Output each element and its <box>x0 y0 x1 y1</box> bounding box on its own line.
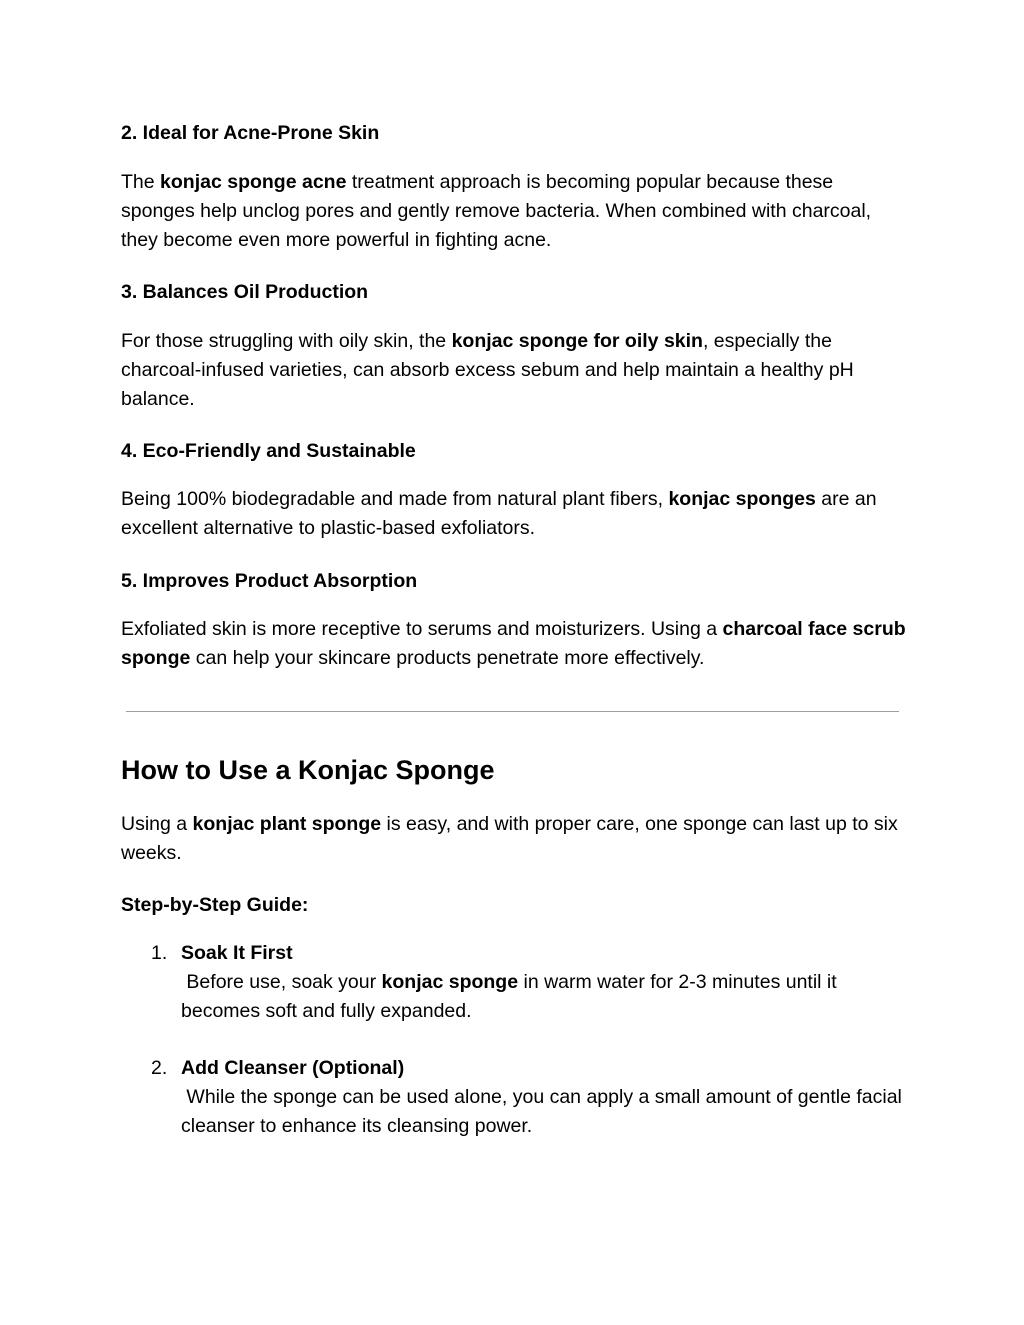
list-item-number: 1. <box>151 942 168 964</box>
paragraph-text: Being 100% biodegradable and made from natural plant fibers, <box>121 488 669 510</box>
paragraph-text: can help your skincare products penetrate more effectively. <box>190 647 705 669</box>
paragraph-text: Exfoliated skin is more receptive to serums and moisturizers. Using a <box>121 618 723 640</box>
guide-heading: Step-by-Step Guide: <box>121 894 309 916</box>
step-title: Add Cleanser (Optional) <box>181 1057 405 1079</box>
step-title: Soak It First <box>181 942 293 964</box>
step-description <box>181 1083 911 1141</box>
list-item <box>181 939 911 1026</box>
paragraph-text: treatment approach is becoming popular because these sponges help unclog pores and gently remove bacteria. When combined with charcoal, they become even more powerful in fighting acne. <box>121 171 872 251</box>
keyword-bold: konjac sponges <box>668 488 816 510</box>
paragraph-text: For those struggling with oily skin, the <box>121 330 452 352</box>
paragraph-text: , especially the charcoal-infused varieties, can absorb excess sebum and help maintain a healthy pH balance. <box>121 330 854 410</box>
paragraph-text: in warm water for 2-3 minutes until it becomes soft and fully expanded. <box>181 971 837 1022</box>
list-item <box>181 1054 911 1141</box>
section-heading: 2. Ideal for Acne-Prone Skin <box>121 122 380 144</box>
intro-paragraph <box>121 810 911 868</box>
paragraph-text: are an excellent alternative to plastic-based exfoliators. <box>121 488 877 539</box>
section-heading: 3. Balances Oil Production <box>121 281 369 303</box>
section-paragraph <box>121 615 911 673</box>
paragraph-text: Using a <box>121 813 193 835</box>
section-heading: 4. Eco-Friendly and Sustainable <box>121 440 416 462</box>
paragraph-text: is easy, and with proper care, one sponge can last up to six weeks. <box>121 813 898 864</box>
paragraph-text: While the sponge can be used alone, you can apply a small amount of gentle facial cleanser to enhance its cleansing power. <box>181 1086 908 1137</box>
section-paragraph <box>121 485 911 543</box>
keyword-bold: konjac plant sponge <box>192 813 382 835</box>
keyword-bold: konjac sponge for oily skin <box>451 330 703 352</box>
keyword-bold: konjac sponge acne <box>160 171 347 193</box>
paragraph-text: Before use, soak your <box>181 971 382 993</box>
section-paragraph <box>121 327 911 414</box>
keyword-bold: charcoal face scrub sponge <box>121 618 906 669</box>
page-title: How to Use a Konjac Sponge <box>121 755 495 785</box>
keyword-bold: konjac sponge <box>381 971 519 993</box>
section-paragraph <box>121 168 911 255</box>
paragraph-text: The <box>121 171 161 193</box>
step-description <box>181 968 911 1026</box>
horizontal-divider <box>126 711 899 712</box>
section-heading: 5. Improves Product Absorption <box>121 570 418 592</box>
list-item-number: 2. <box>151 1057 168 1079</box>
